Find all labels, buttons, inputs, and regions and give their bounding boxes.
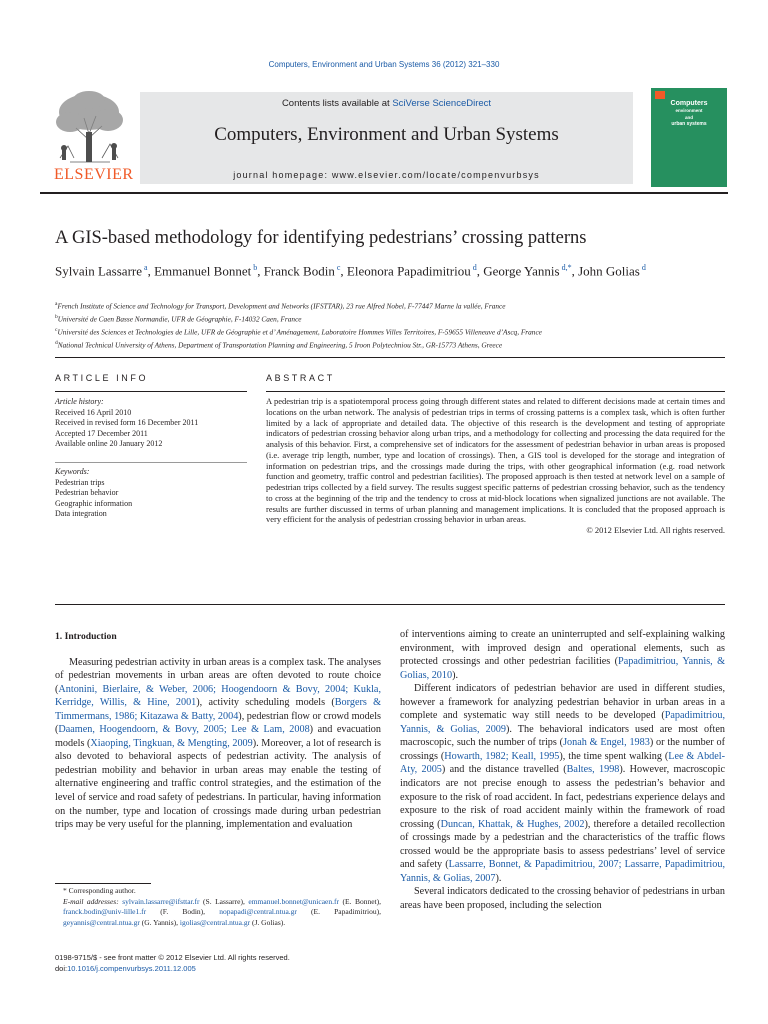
cover-title-line1: Computers — [670, 100, 708, 107]
journal-masthead — [40, 88, 728, 188]
author-affiliation-marker[interactable]: c — [334, 263, 341, 272]
author-name: George Yannis — [483, 263, 560, 279]
abstract-text: A pedestrian trip is a spatiotemporal process going through different states and related to different decisions made at certain times and locations on the urban network. The analysis of pedestrian trips in terms of crossing patterns is a complex task, which is often further limited by a lack of appropriate and detailed data. The objective of this research is the development and testing of appropriate indicators of pedestrian crossing behavior along urban trips, and a methodology for collecting and processing the data required for the analysis of this behavior. First, a comprehensive set of indicators for the assessment of pedestrian behavior in urban areas is proposed (i.e. average trip length, number, type and location of crossings). Then, a GIS tool is developed for the storage and integration of information on pedestrian trips, and the crossings made during the trips, with other geographical information (e.g. road network function and geometry, traffic control and pedestrian facilities). The proposed approach is then tested at network level on a sample of pedestrian trips collected by a field survey. The results suggest specific patterns of pedestrian crossing behavior, such as the tendency to cross at the beginning of the trip and the tendency to cross at mid-block locations when signalized junctions are not available. The results are further discussed in terms of urban planning and management implications. It is concluded that the proposed approach is very efficient for the analysis of pedestrian crossing behavior in urban areas. — [266, 396, 725, 525]
author-list — [55, 259, 715, 280]
paragraph-text: ) and the distance travelled ( — [441, 764, 567, 776]
author-name: Emmanuel Bonnet — [154, 263, 252, 279]
body-column-left — [55, 630, 381, 832]
contents-prefix: Contents lists available at — [281, 98, 393, 109]
doi-link[interactable]: 10.1016/j.compenvurbsys.2011.12.005 — [67, 963, 196, 973]
doi-prefix: doi: — [55, 963, 68, 973]
author-separator: , — [147, 263, 155, 279]
email-owner: (G. Yannis), — [139, 917, 180, 927]
affiliation-marker: c — [55, 326, 58, 333]
author-name: Sylvain Lassarre — [55, 263, 143, 279]
copyright-notice: © 2012 Elsevier Ltd. All rights reserved. — [586, 525, 725, 535]
paragraph-text: Several indicators dedicated to the crossing behavior of pedestrians in urban areas have been proposed, including the selection — [400, 886, 725, 911]
paragraph-text: ). However, macroscopic indicators are not precise enough to assess the pedestrian’s behavior and exposure to the risk of road accident. In fact, pedestrians experience delays and exposure to the risk of road accident mainly within the framework of road crossing ( — [400, 764, 725, 830]
author-affiliation-marker[interactable]: d,* — [559, 263, 572, 272]
body-paragraph — [400, 682, 725, 885]
cover-logo-icon — [655, 91, 665, 99]
citation-link[interactable]: Papadimitriou, Yannis, & Golias, 2010 — [400, 656, 725, 681]
affiliation-marker: b — [55, 313, 58, 320]
keyword: Pedestrian behavior — [55, 488, 119, 498]
history-accepted: Accepted 17 December 2011 — [55, 428, 148, 438]
divider — [55, 391, 247, 392]
front-matter-footer — [55, 953, 385, 974]
author-separator: , — [257, 263, 264, 279]
body-paragraph — [400, 885, 725, 912]
journal-homepage[interactable]: journal homepage: www.elsevier.com/locate/compenvurbsys — [233, 170, 540, 180]
paragraph-text: ). — [452, 669, 459, 681]
citation-link[interactable]: Borgers & Timmermans, 1986; Kitazawa & Batty, 2004 — [55, 697, 381, 722]
abstract-heading: ABSTRACT — [266, 373, 335, 383]
cover-title-line3: and — [684, 115, 693, 120]
keyword: Pedestrian trips — [55, 477, 105, 487]
issn-line: 0198-9715/$ - see front matter © 2012 Elsevier Ltd. All rights reserved. — [55, 953, 290, 962]
paragraph-text: ). Moreover, a lot of research is also devoted to behavioral aspects of pedestrian activity. The analysis of pedestrian mobility and behavior in urban areas may enable the testing of alternative engineering and traffic control strategies, and the estimation of the level of service and road safety of pedestrians. In particular, having information on the number, type and location of crossings made during urban pedestrian trips may be very useful for the planning, implementation and evaluation — [55, 737, 382, 831]
citation-link[interactable]: Jonah & Engel, 1983 — [563, 737, 650, 749]
citation-link[interactable]: Daamen, Hoogendoorn, & Bovy, 2005; Lee & Lam, 2008 — [58, 724, 310, 736]
journal-citation[interactable]: Computers, Environment and Urban Systems 36 (2012) 321–330 — [268, 60, 500, 69]
keywords-label: Keywords: — [55, 467, 90, 476]
history-received: Received 16 April 2010 — [55, 407, 132, 417]
citation-link[interactable]: Duncan, Khattak, & Hughes, 2002 — [440, 818, 585, 830]
author-name: John Golias — [578, 263, 640, 279]
paragraph-text: ). The behavioral indicators used are most often macroscopic, such the number of trips ( — [400, 723, 725, 749]
keyword: Data integration — [55, 509, 107, 519]
email-link[interactable]: sylvain.lassarre@ifsttar.fr — [122, 896, 200, 906]
journal-cover-thumbnail[interactable] — [651, 88, 727, 187]
email-owner: (J. Golias). — [250, 917, 286, 927]
paragraph-text: of interventions aiming to create an uninterrupted and self-explaining walking environment, with improved design and operational elements, such as protected crossings and other pedestrian facilities ( — [400, 629, 725, 668]
journal-name: Computers, Environment and Urban Systems — [214, 124, 559, 145]
elsevier-logo[interactable] — [40, 88, 138, 188]
author-affiliation-marker[interactable]: a — [142, 263, 148, 272]
paragraph-text: ) or the number of crossings ( — [400, 737, 725, 762]
paragraph-text: Different indicators of pedestrian behavior are used in different studies, however a framework for analyzing pedestrian behavior in urban areas in a complete and systematic way still needs to be developed ( — [400, 683, 725, 722]
email-owner: (S. Lassarre), — [199, 896, 249, 906]
paragraph-text: ) and evacuation models ( — [55, 724, 381, 749]
elsevier-tree-icon — [40, 88, 138, 166]
cover-title-line2: environment — [675, 108, 703, 113]
keyword: Geographic information — [55, 498, 133, 508]
history-revised: Received in revised form 16 December 2011 — [55, 418, 199, 428]
abstract — [266, 396, 725, 536]
affiliation-text: Université de Caen Basse Normandie, UFR de Géographie, F-14032 Caen, France — [57, 314, 302, 324]
citation-link[interactable]: Antonini, Bierlaire, & Weber, 2006; Hoogendoorn & Bovy, 2004; Kukla, Kerridge, Willis, & Hine, 2001 — [55, 683, 381, 709]
history-label: Article history: — [55, 397, 104, 406]
article-history — [55, 397, 250, 450]
affiliation-marker: d — [55, 339, 58, 346]
section-heading: 1. Introduction — [55, 631, 117, 642]
history-online: Available online 20 January 2012 — [55, 439, 163, 449]
contents-line — [140, 98, 633, 109]
author-name: Eleonora Papadimitriou — [346, 263, 471, 279]
citation-link[interactable]: Xiaoping, Tingkuan, & Mengting, 2009 — [90, 737, 253, 749]
author-separator: , — [340, 263, 347, 279]
divider — [55, 462, 247, 463]
body-column-right — [400, 628, 725, 912]
affiliation — [55, 338, 735, 351]
email-owner: (F. Bodin), — [146, 907, 220, 916]
affiliation-text: French Institute of Science and Technology for Transport, Development and Networks (IFSTTAR), 23 rue Alfred Nobel, F-77447 Marne la vallée, France — [57, 301, 506, 311]
paragraph-text: ). — [495, 872, 502, 884]
author-affiliation-marker[interactable]: b — [251, 263, 258, 272]
email-link[interactable]: igolias@central.ntua.gr — [179, 917, 251, 927]
paragraph-text: Measuring pedestrian activity in urban areas is a complex task. The analyses of pedestrian movements in urban areas are often devoted to route choice ( — [55, 656, 381, 695]
affiliation — [55, 325, 735, 338]
email-link[interactable]: geyannis@central.ntua.gr — [63, 917, 140, 927]
sciencedirect-link[interactable]: SciVerse ScienceDirect — [392, 98, 492, 109]
email-owner: (E. Papadimitriou), — [296, 907, 381, 916]
divider — [55, 604, 725, 605]
author-separator: , — [571, 263, 579, 279]
journal-title-box — [140, 92, 633, 184]
author-affiliation-marker[interactable]: d — [639, 263, 646, 272]
email-link[interactable]: nopapadi@central.ntua.gr — [219, 907, 297, 916]
paragraph-text: ), activity scheduling models ( — [196, 697, 335, 709]
footnote — [55, 886, 381, 928]
affiliation-list — [55, 299, 735, 351]
citation-link[interactable]: Lassarre, Bonnet, & Papadimitriou, 2007; Lassarre, Papadimitriou, Yannis, & Golias, 2007 — [400, 859, 725, 884]
author-affiliation-marker[interactable]: d — [470, 263, 477, 272]
cover-title — [655, 100, 723, 128]
citation-link[interactable]: Baltes, 1998 — [566, 764, 620, 776]
email-link[interactable]: emmanuel.bonnet@unicaen.fr — [248, 896, 339, 906]
affiliation-text: Université des Sciences et Technologies de Lille, UFR de Géographie et d’ Aménagement, Laboratoire Hommes Villes Territoires, F-59655 Villeneuve d’Ascq, France — [57, 327, 542, 337]
email-label: E-mail addresses: — [63, 896, 123, 906]
elsevier-wordmark: ELSEVIER — [54, 166, 134, 183]
doi-line — [55, 964, 385, 975]
footnote-rule — [55, 883, 151, 884]
email-addresses — [55, 897, 381, 929]
citation-link[interactable]: Papadimitriou, Yannis, & Golias, 2009 — [400, 710, 725, 735]
divider — [55, 357, 725, 358]
affiliation — [55, 299, 735, 312]
citation-link[interactable]: Lee & Abdel-Aty, 2005 — [400, 750, 725, 776]
keywords — [55, 467, 250, 520]
affiliation-marker: a — [55, 301, 58, 307]
body-paragraph — [400, 628, 725, 682]
cover-title-line4: urban systems — [671, 121, 707, 127]
affiliation — [55, 312, 735, 325]
email-owner: (E. Bonnet), — [339, 896, 381, 906]
affiliation-text: National Technical University of Athens, Department of Transportation Planning and Engineering, 5 Iroon Polytechniou Str., GR-15773 Athens, Greece — [57, 340, 503, 350]
article-title: A GIS-based methodology for identifying pedestrians’ crossing patterns — [55, 228, 587, 248]
article-info-heading: ARTICLE INFO — [55, 373, 149, 383]
divider — [266, 391, 725, 392]
citation-link[interactable]: Howarth, 1982; Keall, 1995 — [444, 750, 560, 762]
email-link[interactable]: franck.bodin@univ-lille1.fr — [63, 907, 147, 916]
author-separator: , — [476, 263, 484, 279]
corresponding-author-note: * Corresponding author. — [63, 886, 136, 895]
paragraph-text: ), therefore a detailed recollection of crossings made by a pedestrian and the characteristics of the traffic flows crossed would be the appropriate basis to assess pedestrians’ level of service and safety ( — [400, 818, 725, 871]
paragraph-text: ), pedestrian flow or crowd models ( — [55, 710, 381, 736]
paragraph-text: ), the time spent walking ( — [559, 750, 669, 762]
author-name: Franck Bodin — [263, 263, 335, 279]
body-paragraph — [55, 656, 381, 832]
masthead-rule — [40, 192, 728, 194]
